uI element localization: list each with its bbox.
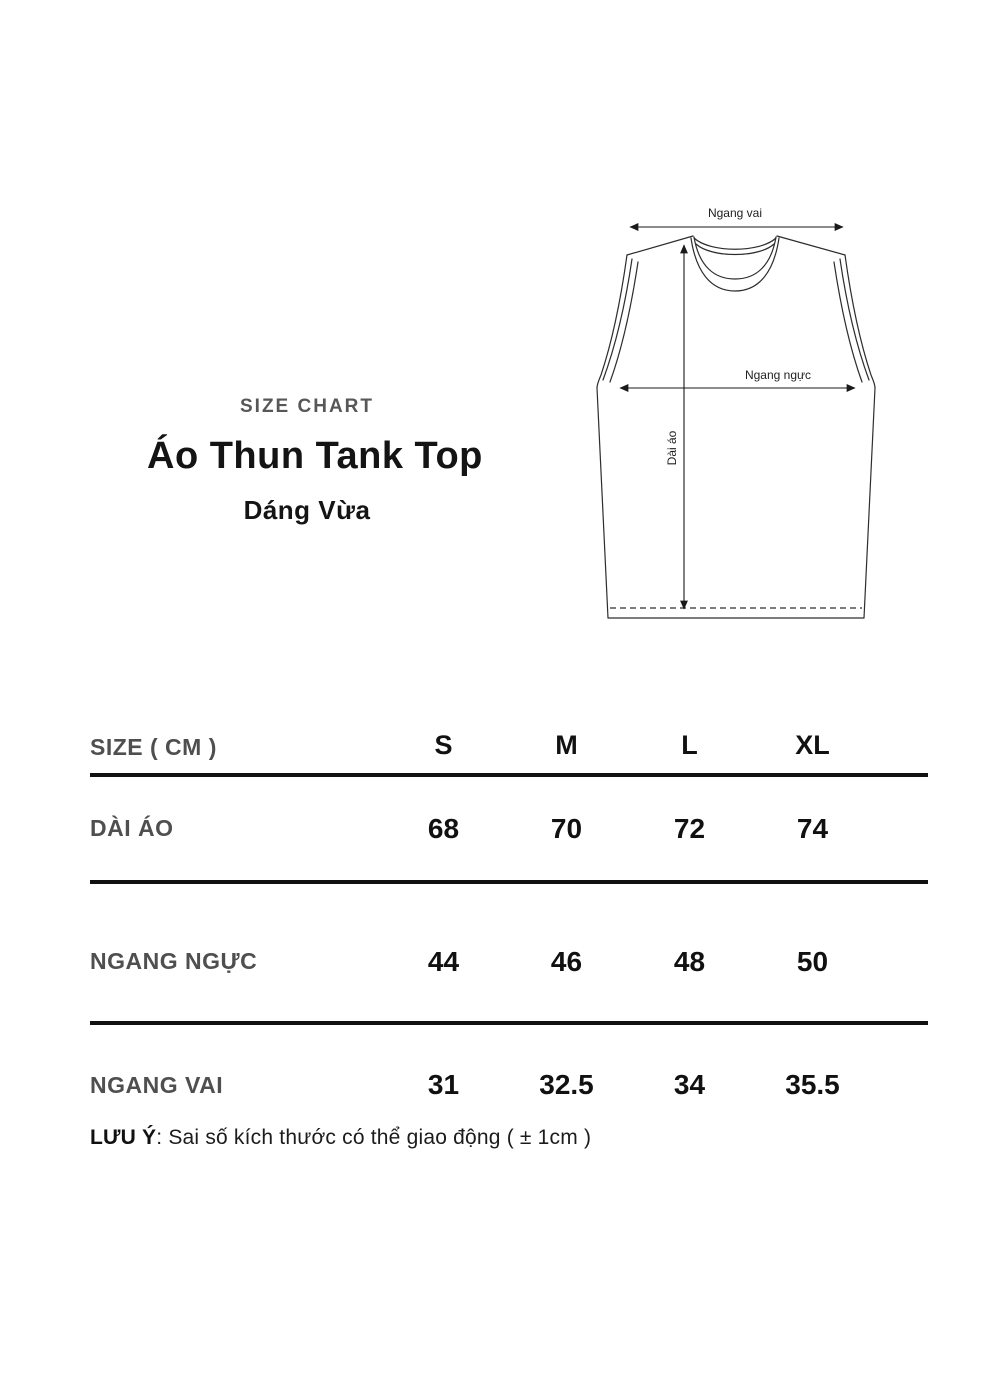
fit-label: Dáng Vừa — [243, 495, 371, 525]
row-label: DÀI ÁO — [90, 815, 174, 841]
tolerance-note — [90, 1126, 591, 1150]
note-prefix: LƯU Ý — [90, 1126, 157, 1149]
cell-value: 50 — [796, 945, 829, 977]
row-label: NGANG VAI — [90, 1071, 224, 1098]
eyebrow-label: SIZE CHART — [240, 396, 374, 417]
chest-dimension — [620, 368, 855, 388]
cell-value: 72 — [673, 812, 706, 844]
shoulder-dimension — [630, 206, 843, 227]
column-size-l: L — [681, 730, 698, 760]
column-size-xl: XL — [795, 730, 830, 760]
size-unit-label: SIZE ( CM ) — [90, 734, 217, 760]
row-label: NGANG NGỰC — [90, 948, 258, 974]
length-dimension — [665, 245, 684, 609]
tank-top-svg — [560, 200, 920, 640]
column-size-m: M — [555, 730, 578, 760]
cell-value: 46 — [550, 945, 583, 977]
cell-value: 31 — [427, 1069, 460, 1100]
length-dimension-label: Dài áo — [665, 430, 679, 466]
title-block — [147, 396, 483, 526]
table-row-length — [90, 777, 928, 884]
column-size-s: S — [434, 730, 453, 760]
cell-value: 34 — [673, 1069, 706, 1100]
product-name: Áo Thun Tank Top — [147, 435, 483, 477]
cell-value: 32.5 — [539, 1069, 594, 1100]
cell-value: 70 — [550, 812, 583, 844]
table-row-chest — [90, 884, 928, 1025]
shoulder-dimension-label: Ngang vai — [707, 206, 763, 220]
tank-top-diagram — [560, 200, 920, 640]
cell-value: 44 — [427, 945, 460, 977]
cell-value: 48 — [673, 945, 706, 977]
note-text: : Sai số kích thước có thể giao động ( ± 1cm ) — [156, 1126, 592, 1149]
garment-outline — [597, 236, 875, 618]
cell-value: 35.5 — [785, 1069, 840, 1100]
size-table — [90, 722, 928, 1145]
size-table-header — [90, 722, 928, 777]
cell-value: 74 — [796, 812, 829, 844]
cell-value: 68 — [427, 812, 460, 844]
chest-dimension-label: Ngang ngực — [744, 368, 812, 382]
